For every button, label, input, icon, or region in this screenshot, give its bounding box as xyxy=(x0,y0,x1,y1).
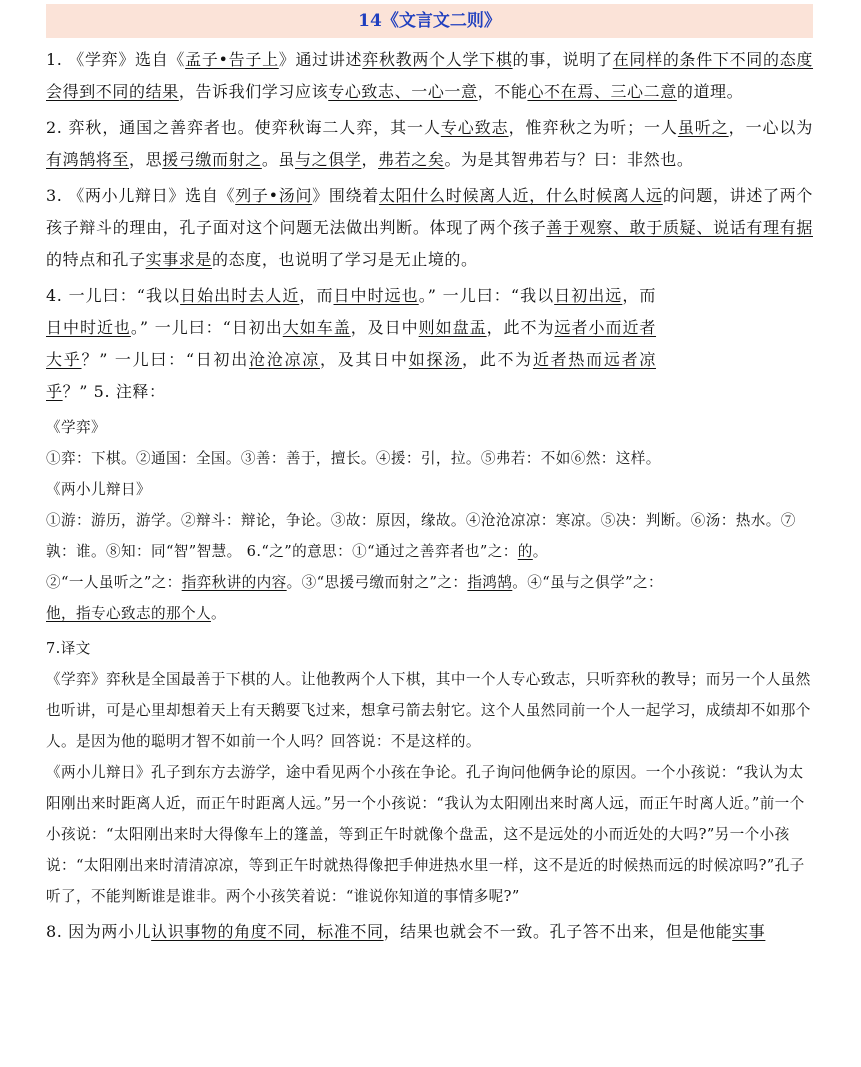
text: 。为是其智弗若与？曰：非然也。 xyxy=(444,150,694,169)
underlined-answer: 日始出时去人近 xyxy=(180,286,300,305)
underlined-answer: 弈秋教两个人学下棋 xyxy=(362,50,513,69)
text: 。” 一儿曰：“我以 xyxy=(418,286,555,305)
underlined-answer: 日初出远 xyxy=(554,286,623,305)
section-1 xyxy=(46,44,813,108)
text: ？” 5. 注释： xyxy=(62,382,166,401)
text: 》通过讲述 xyxy=(278,50,363,69)
text: 。” 一儿曰：“日初出 xyxy=(130,318,283,337)
translation-heading: 7.译文 xyxy=(46,640,91,657)
underlined-answer: 专心致志、一心一意 xyxy=(328,82,478,101)
text: 》围绕着 xyxy=(312,186,379,205)
underlined-answer: 则如盘盂 xyxy=(418,318,487,337)
text: 的事，说明了 xyxy=(512,50,613,69)
underlined-answer: 大如车盖 xyxy=(282,318,351,337)
notes-xueyi: ①弈：下棋。②通国：全国。③善：善于，擅长。④援：引，拉。⑤弗若：不如⑥然：这样。 xyxy=(46,450,661,467)
underlined-answer: 指弈秋讲的内容 xyxy=(181,574,287,591)
notes-heading-xueyi: 《学弈》 xyxy=(46,419,106,436)
underlined-answer: 他，指专心致志的那个人 xyxy=(46,605,211,622)
underlined-answer: 指鸿鹄 xyxy=(467,574,513,591)
translation-liangxiaoer: 《两小儿辩日》孔子到东方去游学，途中看见两个小孩在争论。孔子询问他俩争论的原因。一个小孩说：“我认为太阳刚出来时距离人近，而正午时距离人远。”另一个小孩说：“我认为太阳刚出来时离人远，而正午时离人近。”前一个小孩说：“太阳刚出来时大得像车上的篷盖，等到正午时就像个盘盂，这不是远处的小而近处的大吗?”另一个小孩说：“太阳刚出来时清清凉凉，等到正午时就热得像把手伸进热水里一样，这不是近的时候热而远的时候凉吗?”孔子听了，不能判断谁是谁非。两个小孩笑着说：“谁说你知道的事情多呢?” xyxy=(46,764,805,905)
underlined-answer: 日中时近也 xyxy=(46,318,131,337)
text: 2. 弈秋，通国之善弈者也。使弈秋诲二人弈，其一人 xyxy=(46,118,441,137)
underlined-answer: 实事 xyxy=(732,922,766,941)
text: ，及其日中 xyxy=(319,350,409,369)
text: 4. 一儿曰：“我以 xyxy=(46,286,181,305)
underlined-answer: 远者小而近者大乎 xyxy=(46,318,657,369)
text: ，结果也就会不一致。孔子答不出来，但是他能 xyxy=(383,922,733,941)
text: 的特点和孔子 xyxy=(46,250,146,269)
text: ①游：游历，游学。②辩斗：辩论，争论。③故：原因，缘故。④沧沧凉凉：寒凉。⑤决：判断。⑥汤：热水。⑦孰：谁。⑧知：同“智”智慧。 6.“之”的意思：①“通过之善弈者也”之： xyxy=(46,512,796,560)
document-title: 14《文言文二则》 xyxy=(358,11,501,31)
text: ，不能 xyxy=(477,82,528,101)
text: ？” 一儿曰：“日初出 xyxy=(81,350,249,369)
text: 的问题，讲述了两个孩子辩斗的理由，孔子面对这个问题无法做出判断。体现了两个孩子 xyxy=(46,186,814,237)
underlined-answer: 列子•汤问 xyxy=(235,186,313,205)
underlined-answer: 的 xyxy=(517,543,533,560)
text: ，此不为 xyxy=(486,318,555,337)
text: ，惟弈秋之为听；一人 xyxy=(508,118,678,137)
text: 。虽 xyxy=(261,150,296,169)
text: 的道理。 xyxy=(676,82,744,101)
text: ，及日中 xyxy=(350,318,419,337)
text: ， xyxy=(361,150,379,169)
underlined-answer: 沧沧凉凉 xyxy=(249,350,320,369)
underlined-answer: 实事求是 xyxy=(145,250,213,269)
text: ，此不为 xyxy=(461,350,533,369)
underlined-answer: 善于观察、敢于质疑、说话有理有据 xyxy=(546,218,813,237)
underlined-answer: 心不在焉、三心二意 xyxy=(527,82,677,101)
notes-heading-liangxiaoer: 《两小儿辩日》 xyxy=(46,481,151,498)
text: 的态度，也说明了学习是无止境的。 xyxy=(212,250,478,269)
text: ，而 xyxy=(299,286,334,305)
underlined-answer: 有鸿鹄将至 xyxy=(46,150,130,169)
underlined-answer: 援弓缴而射之 xyxy=(162,150,262,169)
underlined-answer: 日中时远也 xyxy=(333,286,419,305)
text: ，而 xyxy=(622,286,657,305)
section-2 xyxy=(46,112,813,176)
section-8 xyxy=(46,916,813,948)
text: ，思 xyxy=(129,150,163,169)
section-4 xyxy=(46,280,656,408)
text: ，一心以为 xyxy=(728,118,813,137)
underlined-answer: 太阳什么时候离人近，什么时候离人远 xyxy=(378,186,663,205)
underlined-answer: 孟子•告子上 xyxy=(185,50,279,69)
text: 3. 《两小儿辩日》选自《 xyxy=(46,186,236,205)
translation-xueyi: 《学弈》弈秋是全国最善于下棋的人。让他教两个人下棋，其中一个人专心致志，只听弈秋的教导；而另一个人虽然也听讲，可是心里却想着天上有天鹅要飞过来，想拿弓箭去射它。这个人虽然同前一个人一起学习，成绩却不如那个人。是因为他的聪明才智不如前一个人吗？回答说：不是这样的。 xyxy=(46,671,811,750)
text: 1. 《学弈》选自《 xyxy=(46,50,186,69)
text: 。③“思援弓缴而射之”之： xyxy=(286,574,468,591)
text: 8. 因为两小儿 xyxy=(46,922,152,941)
title-bar xyxy=(46,4,813,38)
text: 。 xyxy=(210,605,226,622)
text: ，告诉我们学习应该 xyxy=(178,82,329,101)
underlined-answer: 与之俱学 xyxy=(295,150,362,169)
text: ②“一人虽听之”之： xyxy=(46,574,182,591)
underlined-answer: 虽听之 xyxy=(677,118,729,137)
underlined-answer: 认识事物的角度不同，标准不同 xyxy=(151,922,384,941)
text: 。 xyxy=(532,543,548,560)
underlined-answer: 弗若之矣 xyxy=(378,150,445,169)
text: 。④“虽与之俱学”之： xyxy=(512,574,663,591)
underlined-answer: 专心致志 xyxy=(440,118,509,137)
section-3 xyxy=(46,180,813,276)
underlined-answer: 在同样的条件下不同的态度会得到不同的结果 xyxy=(46,50,814,101)
notes-liangxiaoer xyxy=(46,505,813,629)
underlined-answer: 如探汤 xyxy=(408,350,462,369)
underlined-answer: 近者热而远者凉乎 xyxy=(46,350,657,401)
